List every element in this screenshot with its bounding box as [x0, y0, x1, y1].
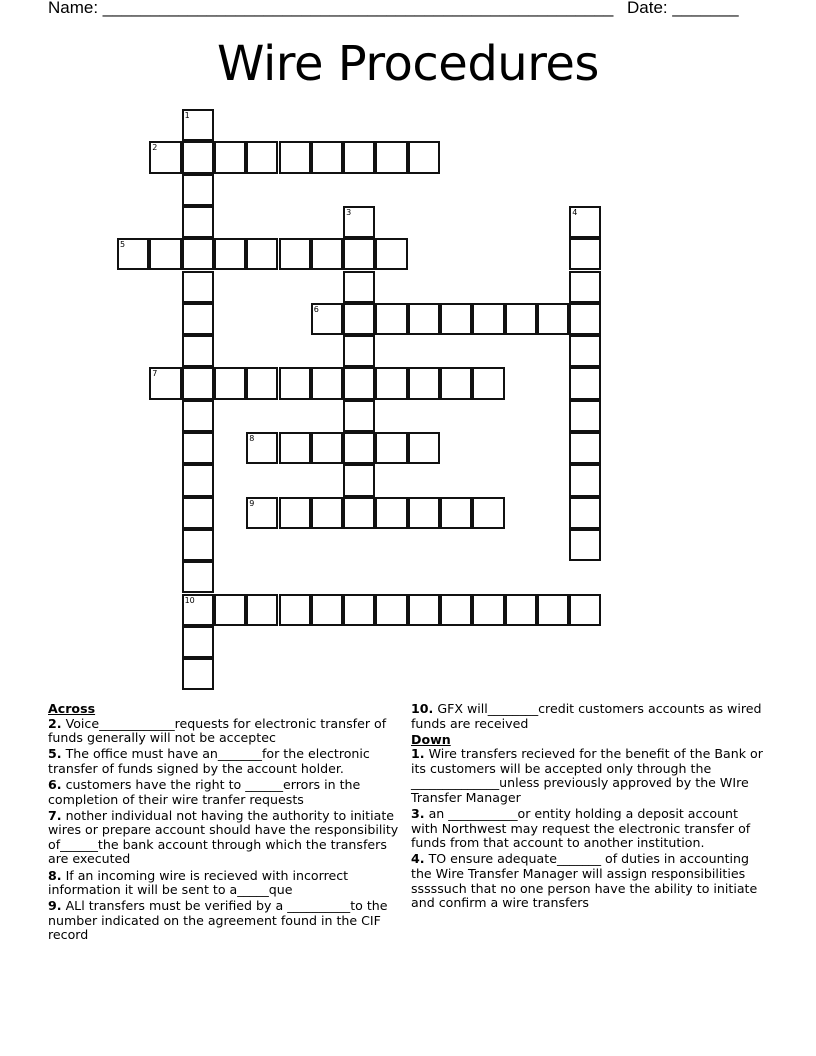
- grid-cell[interactable]: [182, 303, 214, 335]
- grid-cell[interactable]: [246, 594, 278, 626]
- grid-cell[interactable]: [149, 238, 181, 270]
- grid-cell[interactable]: [375, 432, 407, 464]
- clues-left-column: [48, 702, 404, 945]
- grid-cell[interactable]: [214, 367, 246, 399]
- grid-cell[interactable]: [343, 400, 375, 432]
- grid-cell[interactable]: [343, 141, 375, 173]
- grid-cell[interactable]: [182, 626, 214, 658]
- grid-cell[interactable]: [440, 367, 472, 399]
- grid-cell[interactable]: [246, 367, 278, 399]
- clue-number-label: 7: [152, 369, 158, 379]
- grid-cell[interactable]: [279, 594, 311, 626]
- clue-number-label: 4: [572, 207, 578, 217]
- clue-across-6: [48, 778, 404, 807]
- grid-cell[interactable]: [375, 367, 407, 399]
- grid-cell[interactable]: [182, 206, 214, 238]
- grid-cell[interactable]: [375, 141, 407, 173]
- grid-cell[interactable]: [505, 594, 537, 626]
- grid-cell[interactable]: [569, 335, 601, 367]
- clue-number-label: 9: [249, 498, 255, 508]
- grid-cell[interactable]: [182, 238, 214, 270]
- grid-cell[interactable]: [182, 141, 214, 173]
- grid-cell[interactable]: [343, 594, 375, 626]
- grid-cell[interactable]: [246, 497, 278, 529]
- clue-number: 5.: [48, 746, 62, 762]
- clue-number: 9.: [48, 898, 62, 914]
- clue-down-4: [411, 852, 767, 910]
- clue-number: 3.: [411, 806, 425, 822]
- grid-cell[interactable]: [182, 335, 214, 367]
- grid-cell[interactable]: [311, 432, 343, 464]
- clue-text: nother individual not having the authority to initiate wires or prepare account should have the responsibility of______the bank account through which the transfers are executed: [48, 807, 399, 867]
- clue-across-9: [48, 899, 404, 943]
- grid-cell[interactable]: [246, 432, 278, 464]
- grid-cell[interactable]: [182, 367, 214, 399]
- grid-cell[interactable]: [311, 367, 343, 399]
- grid-cell[interactable]: [343, 367, 375, 399]
- grid-cell[interactable]: [182, 658, 214, 690]
- grid-cell[interactable]: [182, 497, 214, 529]
- grid-cell[interactable]: [569, 238, 601, 270]
- grid-cell[interactable]: [182, 432, 214, 464]
- grid-cell[interactable]: [375, 594, 407, 626]
- grid-cell[interactable]: [440, 497, 472, 529]
- clue-text: Wire transfers recieved for the benefit of the Bank or its customers will be accepted only through the ______________unless previously approved by the WIre Transfer Manager: [411, 746, 763, 806]
- grid-cell[interactable]: [569, 400, 601, 432]
- clue-number-label: 8: [249, 434, 255, 443]
- name-field-label: Name: ______________________________________________________: [48, 0, 614, 17]
- clue-across-5: [48, 747, 404, 776]
- clue-number: 6.: [48, 776, 62, 792]
- grid-cell[interactable]: [182, 594, 214, 626]
- grid-cell[interactable]: [440, 303, 472, 335]
- clue-across-7: [48, 809, 404, 867]
- clue-number-label: 1: [184, 111, 190, 120]
- page-title: Wire Procedures: [217, 36, 599, 92]
- clue-number-label: 3: [346, 207, 352, 217]
- clue-number-label: 5: [120, 240, 126, 250]
- clue-text: Voice____________requests for electronic transfer of funds generally will not be acceptec: [48, 715, 387, 746]
- grid-cell[interactable]: [343, 464, 375, 496]
- grid-cell[interactable]: [279, 432, 311, 464]
- grid-cell[interactable]: [472, 497, 504, 529]
- grid-cell[interactable]: [182, 561, 214, 593]
- clue-number: 8.: [48, 867, 62, 883]
- clue-across-2: [48, 717, 404, 746]
- grid-cell[interactable]: [214, 141, 246, 173]
- across-heading: Across: [48, 701, 96, 716]
- grid-cell[interactable]: [246, 238, 278, 270]
- grid-cell[interactable]: [569, 303, 601, 335]
- grid-cell[interactable]: [569, 432, 601, 464]
- grid-cell[interactable]: [246, 141, 278, 173]
- grid-cell[interactable]: [311, 141, 343, 173]
- grid-cell[interactable]: [569, 271, 601, 303]
- down-heading: Down: [411, 731, 451, 747]
- grid-cell[interactable]: [311, 594, 343, 626]
- grid-cell[interactable]: [343, 271, 375, 303]
- grid-cell[interactable]: [149, 367, 181, 399]
- clue-number: 4.: [411, 851, 425, 867]
- clue-number-label: 2: [152, 143, 158, 153]
- clue-across-8: [48, 869, 404, 898]
- grid-cell[interactable]: [569, 464, 601, 496]
- grid-cell[interactable]: [569, 497, 601, 529]
- clue-text: an ___________or entity holding a deposit account with Northwest may request the electronic transfer of funds from that account to another institution.: [411, 806, 751, 851]
- grid-cell[interactable]: [408, 141, 440, 173]
- grid-cell[interactable]: [375, 238, 407, 270]
- grid-cell[interactable]: [343, 335, 375, 367]
- grid-cell[interactable]: [149, 141, 181, 173]
- clue-number-label: 6: [313, 304, 319, 314]
- grid-cell[interactable]: [182, 400, 214, 432]
- grid-cell[interactable]: [375, 303, 407, 335]
- grid-cell[interactable]: [569, 367, 601, 399]
- clue-number: 1.: [411, 746, 425, 762]
- clue-down-3: [411, 807, 767, 851]
- grid-cell[interactable]: [505, 303, 537, 335]
- grid-cell[interactable]: [472, 303, 504, 335]
- grid-cell[interactable]: [182, 174, 214, 206]
- grid-cell[interactable]: [343, 497, 375, 529]
- grid-cell[interactable]: [569, 206, 601, 238]
- grid-cell[interactable]: [408, 432, 440, 464]
- grid-cell[interactable]: [569, 529, 601, 561]
- clue-text: The office must have an_______for the electronic transfer of funds signed by the account holder.: [48, 746, 370, 776]
- grid-cell[interactable]: [375, 497, 407, 529]
- grid-cell[interactable]: [182, 529, 214, 561]
- grid-cell[interactable]: [408, 497, 440, 529]
- grid-cell[interactable]: [440, 594, 472, 626]
- clue-number-label: 10: [184, 595, 195, 605]
- grid-cell[interactable]: [311, 497, 343, 529]
- grid-cell[interactable]: [343, 432, 375, 464]
- grid-cell[interactable]: [472, 367, 504, 399]
- clue-number: 2.: [48, 715, 62, 731]
- grid-cell[interactable]: [472, 594, 504, 626]
- grid-cell[interactable]: [408, 303, 440, 335]
- clue-text: customers have the right to ______errors in the completion of their wire tranfer requests: [48, 776, 361, 807]
- clues-right-column: [411, 702, 767, 912]
- grid-cell[interactable]: [537, 303, 569, 335]
- grid-cell[interactable]: [343, 206, 375, 238]
- clue-across-10: [411, 702, 767, 731]
- clue-down-1: [411, 747, 767, 805]
- date-field-label: Date: _______: [627, 0, 739, 17]
- grid-cell[interactable]: [408, 594, 440, 626]
- grid-cell[interactable]: [279, 497, 311, 529]
- grid-cell[interactable]: [343, 303, 375, 335]
- grid-cell[interactable]: [343, 238, 375, 270]
- grid-cell[interactable]: [279, 238, 311, 270]
- grid-cell[interactable]: [182, 109, 214, 141]
- clue-text: ALl transfers must be verified by a __________to the number indicated on the agreement found in the CIF record: [48, 898, 388, 943]
- grid-cell[interactable]: [569, 594, 601, 626]
- grid-cell[interactable]: [182, 271, 214, 303]
- grid-cell[interactable]: [117, 238, 149, 270]
- grid-cell[interactable]: [214, 594, 246, 626]
- clue-number: 7.: [48, 807, 62, 823]
- grid-cell[interactable]: [182, 464, 214, 496]
- clue-text: GFX will________credit customers accounts as wired funds are received: [411, 701, 762, 731]
- grid-cell[interactable]: [311, 303, 343, 335]
- clue-text: If an incoming wire is recieved with incorrect information it will be sent to a_____que: [48, 867, 349, 898]
- grid-cell[interactable]: [279, 141, 311, 173]
- grid-cell[interactable]: [408, 367, 440, 399]
- grid-cell[interactable]: [214, 238, 246, 270]
- clue-number: 10.: [411, 701, 434, 716]
- grid-cell[interactable]: [279, 367, 311, 399]
- grid-cell[interactable]: [311, 238, 343, 270]
- grid-cell[interactable]: [537, 594, 569, 626]
- clue-text: TO ensure adequate_______ of duties in accounting the Wire Transfer Manager will assign responsibilities sssssuch that no one person have the ability to initiate and confirm a wire transfers: [411, 851, 758, 911]
